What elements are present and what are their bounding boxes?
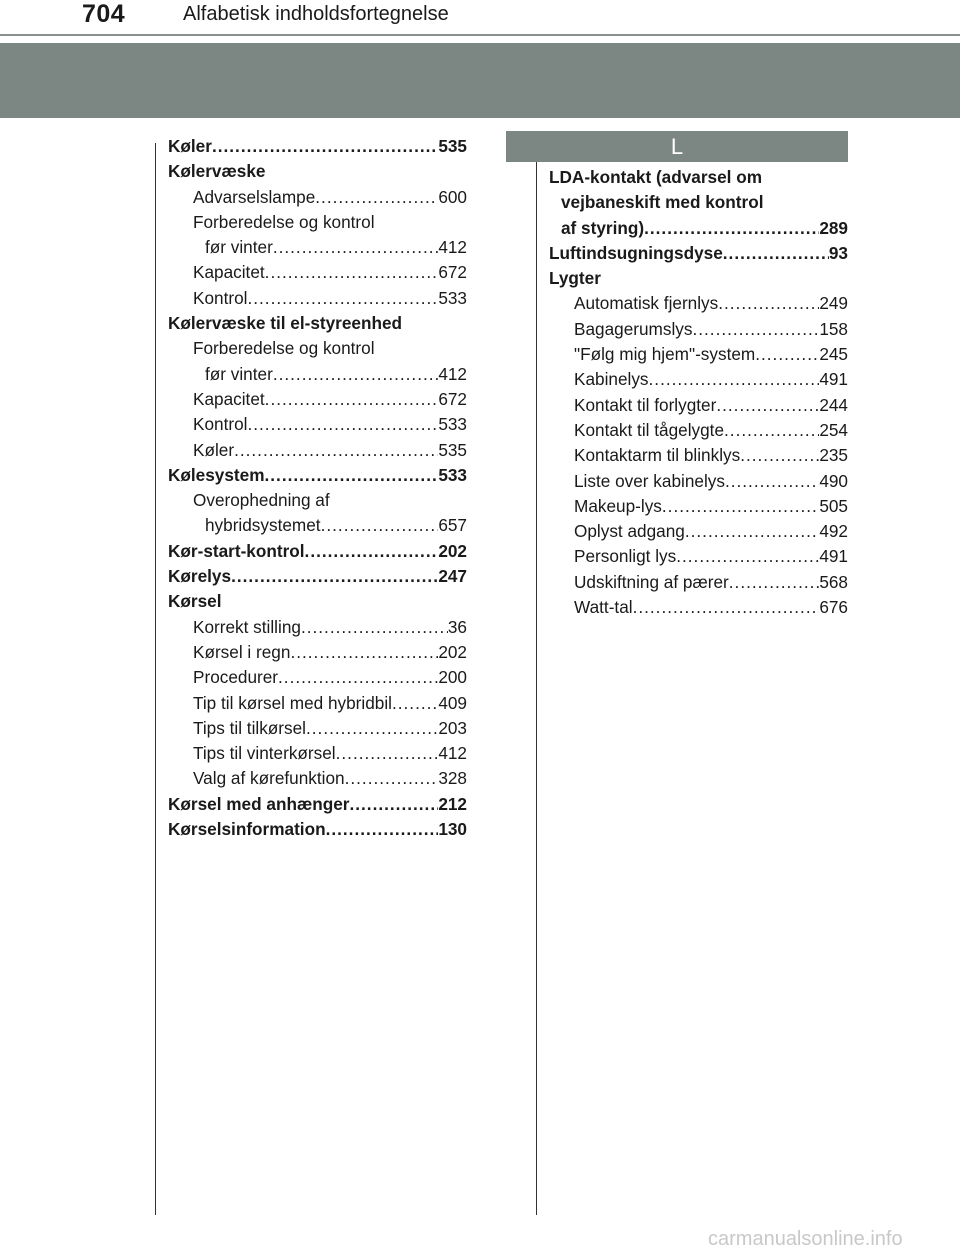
entry-term: Kørselsinformation xyxy=(168,819,326,840)
index-entry xyxy=(168,438,467,463)
index-entry xyxy=(549,190,848,215)
dot-leader xyxy=(234,438,438,463)
dot-leader xyxy=(724,418,819,443)
index-entry xyxy=(549,165,848,190)
entry-term: Forberedelse og kontrol xyxy=(193,338,375,359)
index-entry xyxy=(549,342,848,367)
entry-page-number: 93 xyxy=(828,242,848,263)
index-entry xyxy=(168,691,467,716)
entry-term: Kørsel med anhænger xyxy=(168,793,350,814)
index-entry xyxy=(549,367,848,392)
right-column-divider xyxy=(536,143,537,1215)
index-entry xyxy=(168,589,467,614)
dot-leader xyxy=(306,716,438,741)
entry-term: vejbaneskift med kontrol xyxy=(561,192,764,213)
index-entry xyxy=(168,362,467,387)
entry-term: Kør-start-kontrol xyxy=(168,540,305,561)
index-entry xyxy=(549,494,848,519)
dot-leader xyxy=(301,615,448,640)
dot-leader xyxy=(273,362,439,387)
dot-leader xyxy=(265,260,439,285)
entry-page-number: 130 xyxy=(438,819,467,840)
entry-page-number: 412 xyxy=(438,743,467,764)
entry-term: Luftindsugningsdyse xyxy=(549,242,723,263)
dot-leader xyxy=(718,291,819,316)
entry-page-number: 212 xyxy=(438,793,467,814)
index-entry xyxy=(168,741,467,766)
entry-term: Tips til tilkørsel xyxy=(193,717,306,738)
entry-term: Kontakt til tågelygte xyxy=(574,419,725,440)
dot-leader xyxy=(755,342,819,367)
dot-leader xyxy=(247,286,438,311)
index-entry xyxy=(549,216,848,241)
index-entry xyxy=(549,443,848,468)
entry-term: Overophedning af xyxy=(193,490,330,511)
left-column-divider xyxy=(155,143,156,1215)
entry-page-number: 535 xyxy=(438,136,467,156)
entry-term: Automatisk fjernlys xyxy=(574,293,719,314)
index-entry xyxy=(549,570,848,595)
entry-term: Tips til vinterkørsel xyxy=(193,743,336,764)
dot-leader xyxy=(685,519,819,544)
right-index-column xyxy=(549,165,848,620)
index-entry xyxy=(168,615,467,640)
dot-leader xyxy=(725,469,819,494)
index-entry xyxy=(168,286,467,311)
entry-page-number: 533 xyxy=(438,464,467,485)
index-entry xyxy=(168,260,467,285)
index-entry xyxy=(168,513,467,538)
dot-leader xyxy=(247,412,438,437)
entry-page-number: 200 xyxy=(438,667,467,688)
entry-term: Watt-tal xyxy=(574,597,633,618)
entry-page-number: 202 xyxy=(438,641,467,662)
header-band xyxy=(0,43,960,118)
dot-leader xyxy=(662,494,819,519)
entry-term: Oplyst adgang xyxy=(574,521,685,542)
index-entry xyxy=(549,266,848,291)
dot-leader xyxy=(723,241,829,266)
entry-term: Tip til kørsel med hybridbil xyxy=(193,692,392,713)
index-entry xyxy=(549,519,848,544)
dot-leader xyxy=(290,640,438,665)
entry-page-number: 657 xyxy=(438,515,467,536)
entry-term: Kabinelys xyxy=(574,369,649,390)
entry-term: Kølervæske xyxy=(168,161,266,182)
entry-page-number: 245 xyxy=(819,344,848,365)
left-index-column xyxy=(168,134,467,842)
entry-term: før vinter xyxy=(205,237,273,258)
entry-term: Personligt lys xyxy=(574,546,677,567)
entry-term: Bagagerumslys xyxy=(574,318,693,339)
dot-leader xyxy=(326,817,439,842)
entry-page-number: 533 xyxy=(438,414,467,435)
index-entry xyxy=(168,311,467,336)
index-entry xyxy=(168,817,467,842)
index-entry xyxy=(168,336,467,361)
dot-leader xyxy=(265,387,439,412)
entry-page-number: 533 xyxy=(438,287,467,308)
entry-term: "Følg mig hjem"-system xyxy=(574,344,756,365)
page-title: Alfabetisk indholdsfortegnelse xyxy=(183,3,449,25)
index-entry xyxy=(168,134,467,159)
entry-term: Kørsel xyxy=(168,591,222,612)
dot-leader xyxy=(231,564,438,589)
entry-page-number: 535 xyxy=(438,439,467,460)
entry-term: Liste over kabinelys xyxy=(574,470,725,491)
entry-page-number: 672 xyxy=(438,388,467,409)
page-number: 704 xyxy=(82,0,126,28)
entry-term: Kørsel i regn xyxy=(193,641,291,662)
entry-term: Advarselslampe xyxy=(193,186,316,207)
entry-term: før vinter xyxy=(205,363,273,384)
entry-term: af styring) xyxy=(561,217,645,238)
index-entry xyxy=(549,469,848,494)
entry-page-number: 409 xyxy=(438,692,467,713)
entry-page-number: 202 xyxy=(438,540,467,561)
entry-term: Kontrol xyxy=(193,414,248,435)
dot-leader xyxy=(336,741,439,766)
index-entry xyxy=(168,766,467,791)
entry-page-number: 203 xyxy=(438,717,467,738)
entry-term: Kontakt til forlygter xyxy=(574,394,717,415)
dot-leader xyxy=(273,235,439,260)
entry-term: Makeup-lys xyxy=(574,495,662,516)
watermark: carmanualsonline.info xyxy=(708,1228,903,1250)
entry-page-number: 672 xyxy=(438,262,467,283)
entry-term: Kontaktarm til blinklys xyxy=(574,445,741,466)
index-entry xyxy=(549,317,848,342)
entry-page-number: 412 xyxy=(438,363,467,384)
index-entry xyxy=(549,418,848,443)
dot-leader xyxy=(278,665,438,690)
dot-leader xyxy=(265,463,439,488)
header-divider xyxy=(0,34,960,36)
index-entry xyxy=(549,393,848,418)
entry-term: hybridsystemet xyxy=(205,515,321,536)
index-entry xyxy=(168,412,467,437)
entry-page-number: 491 xyxy=(819,546,848,567)
dot-leader xyxy=(740,443,819,468)
entry-term: Køler xyxy=(193,439,235,460)
dot-leader xyxy=(321,513,439,538)
entry-term: Kølervæske til el-styreenhed xyxy=(168,313,403,334)
index-entry xyxy=(168,185,467,210)
section-letter-l: L xyxy=(506,131,848,162)
entry-term: Kontrol xyxy=(193,287,248,308)
entry-page-number: 235 xyxy=(819,445,848,466)
entry-page-number: 254 xyxy=(819,419,848,440)
entry-term: Procedurer xyxy=(193,667,279,688)
entry-term: Kørelys xyxy=(168,566,232,587)
index-entry xyxy=(168,210,467,235)
entry-page-number: 492 xyxy=(819,521,848,542)
index-entry xyxy=(168,716,467,741)
entry-page-number: 249 xyxy=(819,293,848,314)
entry-term: LDA-kontakt (advarsel om xyxy=(549,167,762,187)
index-entry xyxy=(549,241,848,266)
entry-term: Køler xyxy=(168,136,212,156)
entry-page-number: 505 xyxy=(819,495,848,516)
entry-term: Udskiftning af pærer xyxy=(574,571,729,592)
entry-page-number: 328 xyxy=(438,768,467,789)
dot-leader xyxy=(349,792,438,817)
index-entry xyxy=(168,235,467,260)
header-bar xyxy=(0,0,960,30)
index-entry xyxy=(549,595,848,620)
entry-page-number: 600 xyxy=(438,186,467,207)
entry-page-number: 491 xyxy=(819,369,848,390)
entry-page-number: 36 xyxy=(447,616,467,637)
index-entry xyxy=(168,792,467,817)
index-entry xyxy=(168,640,467,665)
index-entry xyxy=(168,665,467,690)
entry-term: Kapacitet xyxy=(193,388,265,409)
dot-leader xyxy=(633,595,820,620)
dot-leader xyxy=(305,539,439,564)
index-entry xyxy=(168,387,467,412)
entry-term: Kapacitet xyxy=(193,262,265,283)
dot-leader xyxy=(315,185,438,210)
dot-leader xyxy=(644,216,819,241)
dot-leader xyxy=(676,544,819,569)
entry-page-number: 568 xyxy=(819,571,848,592)
entry-term: Forberedelse og kontrol xyxy=(193,211,375,232)
index-entry xyxy=(549,291,848,316)
index-entry xyxy=(168,564,467,589)
dot-leader xyxy=(392,691,438,716)
dot-leader xyxy=(716,393,819,418)
entry-page-number: 289 xyxy=(819,217,848,238)
dot-leader xyxy=(345,766,439,791)
entry-term: Korrekt stilling xyxy=(193,616,301,637)
entry-page-number: 676 xyxy=(819,597,848,618)
index-entry xyxy=(168,159,467,184)
entry-page-number: 490 xyxy=(819,470,848,491)
entry-term: Lygter xyxy=(549,268,601,289)
entry-page-number: 412 xyxy=(438,237,467,258)
dot-leader xyxy=(212,134,438,159)
dot-leader xyxy=(729,570,820,595)
index-entry xyxy=(168,539,467,564)
index-entry xyxy=(549,544,848,569)
index-entry xyxy=(168,463,467,488)
entry-page-number: 247 xyxy=(438,566,467,587)
entry-page-number: 158 xyxy=(819,318,848,339)
index-entry xyxy=(168,488,467,513)
dot-leader xyxy=(649,367,820,392)
entry-term: Kølesystem xyxy=(168,464,265,485)
entry-term: Valg af kørefunktion xyxy=(193,768,345,789)
entry-page-number: 244 xyxy=(819,394,848,415)
dot-leader xyxy=(692,317,819,342)
